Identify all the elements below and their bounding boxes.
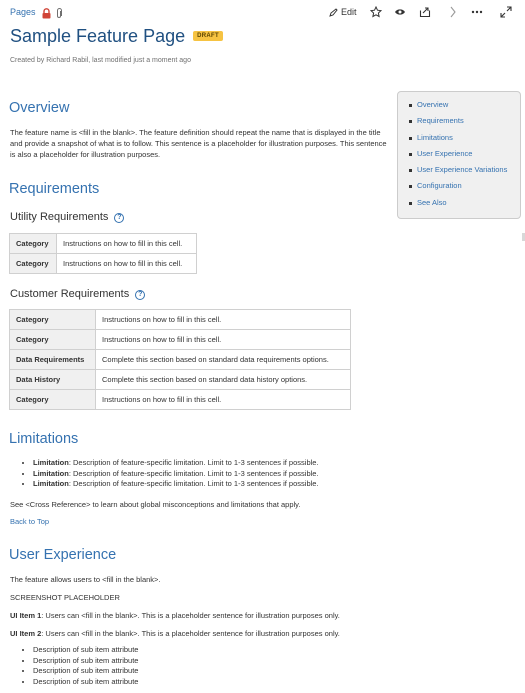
limitation-label: Limitation — [33, 479, 69, 488]
table-of-contents — [397, 91, 521, 219]
sub-item-list — [19, 645, 138, 687]
row-label: Category — [10, 390, 96, 410]
page-toolbar — [0, 0, 525, 26]
user-experience-heading: User Experience — [9, 547, 117, 563]
customer-requirements-table — [9, 309, 351, 410]
more-options-icon[interactable] — [471, 5, 483, 17]
table-row — [10, 234, 197, 254]
cross-reference-text: See <Cross Reference> to learn about global misconceptions and limitations that apply. — [10, 500, 301, 509]
limitation-label: Limitation — [33, 458, 69, 467]
limitation-text: : Description of feature-specific limitation. Limit to 1-3 sentences if possible. — [68, 479, 319, 488]
limitation-text: : Description of feature-specific limitation. Limit to 1-3 sentences if possible. — [68, 458, 319, 467]
table-row — [10, 350, 351, 370]
ui-item-1-label: UI Item 1 — [10, 611, 42, 620]
toc-item-see-also[interactable]: See Also — [417, 197, 512, 213]
ui-item-1 — [10, 610, 340, 621]
row-label: Category — [10, 310, 96, 330]
list-item: • Description of sub item attribute — [33, 656, 138, 667]
table-row — [10, 330, 351, 350]
overview-heading: Overview — [9, 100, 70, 116]
customer-requirements-title: Customer Requirements — [10, 288, 130, 300]
row-value: Complete this section based on standard data requirements options. — [96, 350, 351, 370]
breadcrumb-pages[interactable]: Pages — [10, 7, 36, 17]
limitation-text: : Description of feature-specific limitation. Limit to 1-3 sentences if possible. — [68, 468, 319, 478]
workflow-icon[interactable] — [447, 5, 459, 17]
edit-label: Edit — [341, 7, 357, 17]
toc-item-user-experience-variations[interactable]: User Experience Variations — [417, 164, 512, 180]
edit-button[interactable] — [329, 5, 357, 19]
row-label: Data Requirements — [10, 350, 96, 370]
toc-item-overview[interactable]: Overview — [417, 99, 512, 115]
toc-item-configuration[interactable]: Configuration — [417, 180, 512, 196]
attachment-icon[interactable] — [55, 6, 63, 17]
row-label: Category — [10, 234, 57, 254]
table-row — [10, 390, 351, 410]
ui-item-2-label: UI Item 2 — [10, 629, 42, 638]
table-row — [10, 310, 351, 330]
ui-item-2-text: : Users can <fill in the blank>. This is a placeholder sentence for illustration purposes only. — [41, 629, 340, 638]
watch-eye-icon[interactable] — [394, 5, 406, 17]
table-row — [10, 254, 197, 274]
table-row — [10, 370, 351, 390]
customer-requirements-heading — [10, 289, 145, 300]
requirements-heading: Requirements — [9, 181, 100, 197]
utility-requirements-title: Utility Requirements — [10, 211, 109, 223]
byline-created-text: Created by — [10, 57, 45, 64]
page-header — [10, 27, 223, 45]
list-item: • Description of sub item attribute — [33, 666, 138, 677]
ui-item-1-text: : Users can <fill in the blank>. This is a placeholder sentence for illustration purposes only. — [41, 611, 340, 620]
row-value: Instructions on how to fill in this cell. — [57, 234, 197, 254]
share-icon[interactable] — [419, 5, 431, 17]
page-byline — [10, 57, 191, 64]
expand-icon[interactable] — [500, 5, 512, 17]
row-value: Instructions on how to fill in this cell. — [96, 330, 351, 350]
row-label: Category — [10, 330, 96, 350]
row-value: Instructions on how to fill in this cell. — [57, 254, 197, 274]
toc-item-requirements[interactable]: Requirements — [417, 115, 512, 131]
row-value: Instructions on how to fill in this cell. — [96, 390, 351, 410]
status-badge: DRAFT — [193, 31, 223, 41]
toc-item-limitations[interactable]: Limitations — [417, 132, 512, 148]
list-item: • Description of sub item attribute — [33, 645, 138, 656]
list-item — [33, 458, 319, 469]
help-icon[interactable]: ? — [114, 213, 124, 223]
list-item — [33, 479, 319, 490]
list-item: • Description of sub item attribute — [33, 677, 138, 688]
limitations-heading: Limitations — [9, 431, 79, 447]
back-to-top-link[interactable]: Back to Top — [10, 517, 50, 526]
limitations-list — [19, 458, 319, 490]
lock-icon[interactable] — [42, 6, 51, 17]
toc-item-user-experience[interactable]: User Experience — [417, 148, 512, 164]
list-item — [33, 469, 319, 480]
screenshot-placeholder: SCREENSHOT PLACEHOLDER — [10, 593, 120, 602]
row-value: Instructions on how to fill in this cell. — [96, 310, 351, 330]
row-label: Data History — [10, 370, 96, 390]
row-label: Category — [10, 254, 57, 274]
row-value: Complete this section based on standard data history options. — [96, 370, 351, 390]
limitation-label: Limitation — [33, 468, 69, 478]
ui-item-2 — [10, 628, 340, 639]
last-modified-link[interactable]: just a moment ago — [133, 57, 191, 64]
author-link[interactable]: Richard Rabil — [46, 57, 89, 64]
utility-requirements-heading — [10, 212, 124, 223]
help-icon[interactable]: ? — [135, 290, 145, 300]
page-title: Sample Feature Page — [10, 26, 186, 46]
utility-requirements-table — [9, 233, 197, 274]
byline-modified-text: , last modified — [88, 57, 132, 64]
ux-intro-text: The feature allows users to <fill in the blank>. — [10, 575, 161, 584]
overview-text: The feature name is <fill in the blank>. The feature definition should repeat the name that is displayed in the title and provide a snapshot of what is to follow. This sentence is a placeholder for illustration purposes. This sentence is also a placeholder for illustration purposes. — [10, 128, 387, 159]
pencil-icon — [329, 8, 338, 17]
star-icon[interactable] — [370, 5, 382, 17]
